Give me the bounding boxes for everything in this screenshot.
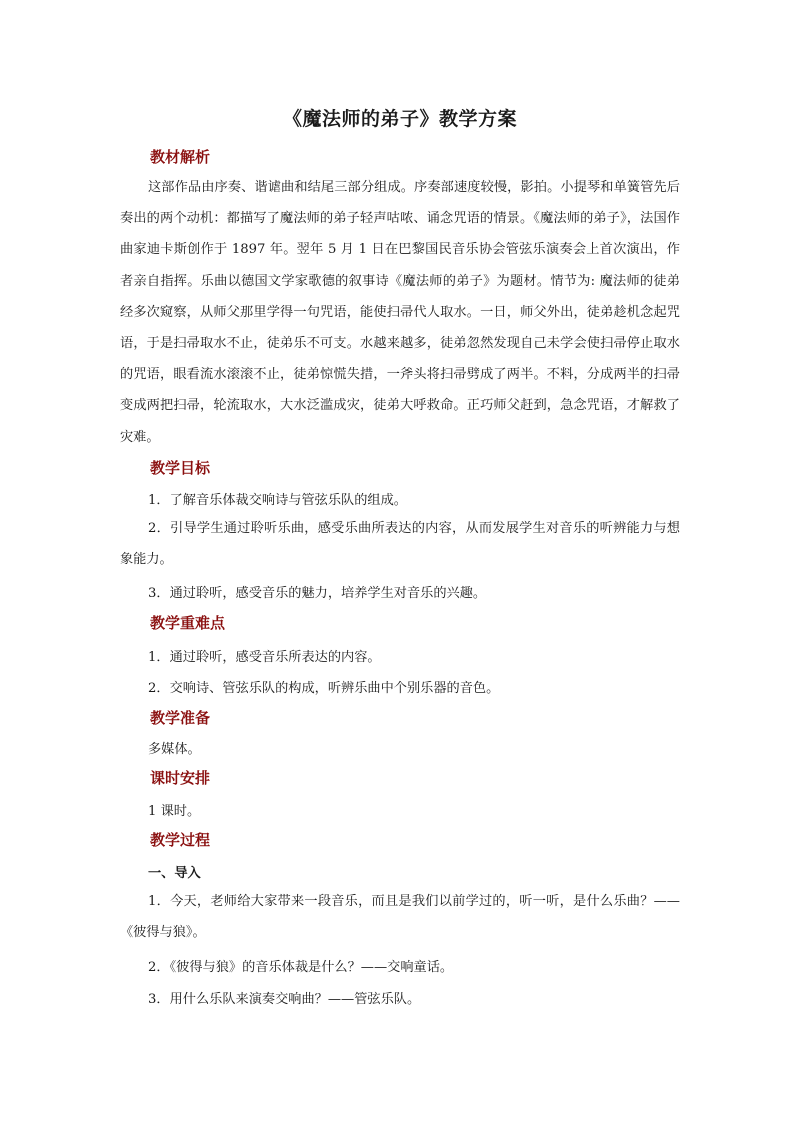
goal-item-1: 1．了解音乐体裁交响诗与管弦乐队的组成。 [148, 493, 407, 508]
material-paragraph: 这部作品由序奏、谐谑曲和结尾三部分组成。序奏部速度较慢，影拍。小提琴和单簧管先后奏出的两个动机：都描写了魔法师的弟子轻声咕哝、诵念咒语的情景。《魔法师的弟子》，法国作曲家迪卡斯创作于 1897 年。翌年 5 月 1 日在巴黎国民音乐协会管弦乐演奏会上首次演出，作者亲自指挥。乐曲以德国文学家歌德的叙事诗《魔法师的弟子》为题材。情节为: 魔法师的徒弟经多次窥察，从师父那里学得一句咒语，能使扫帚代人取水。一日，师父外出，徒弟趁机念起咒语，于是扫帚取水不止，徒弟乐不可支。水越来越多，徒弟忽然发现自己未学会使扫帚停止取水的咒语，眼看流水滚滚不止，徒弟惊慌失措，一斧头将扫帚劈成了两半。不料，分成两半的扫帚变成两把扫帚，轮流取水，大水泛滥成灾，徒弟大呼救命。正巧师父赶到，急念咒语，才解救了灾难。 [120, 180, 680, 445]
heading-goals: 教学目标 [150, 459, 211, 477]
process-item-1: 1．今天，老师给大家带来一段音乐，而且是我们以前学过的，听一听，是什么乐曲？——《彼得与狼》。 [120, 894, 680, 940]
heading-schedule: 课时安排 [150, 769, 211, 787]
process-item-3: 3．用什么乐队来演奏交响曲？——管弦乐队。 [148, 992, 421, 1007]
document-title: 《魔法师的弟子》教学方案 [282, 108, 517, 130]
process-sub-heading: 一、导入 [148, 866, 201, 881]
heading-key-points: 教学重难点 [150, 614, 226, 632]
heading-process: 教学过程 [150, 831, 211, 849]
process-item-2: 2．《彼得与狼》的音乐体裁是什么？——交响童话。 [148, 960, 454, 975]
preparation-text: 多媒体。 [148, 742, 201, 757]
schedule-text: 1 课时。 [148, 804, 201, 819]
heading-preparation: 教学准备 [150, 709, 211, 727]
heading-material: 教材解析 [150, 148, 211, 166]
key-point-item-2: 2．交响诗、管弦乐队的构成，听辨乐曲中个别乐器的音色。 [148, 681, 500, 696]
goal-item-3: 3．通过聆听，感受音乐的魅力，培养学生对音乐的兴趣。 [148, 586, 487, 601]
goal-item-2: 2．引导学生通过聆听乐曲，感受乐曲所表达的内容，从而发展学生对音乐的听辨能力与想象能力。 [120, 521, 680, 567]
key-point-item-1: 1．通过聆听，感受音乐所表达的内容。 [148, 650, 381, 665]
